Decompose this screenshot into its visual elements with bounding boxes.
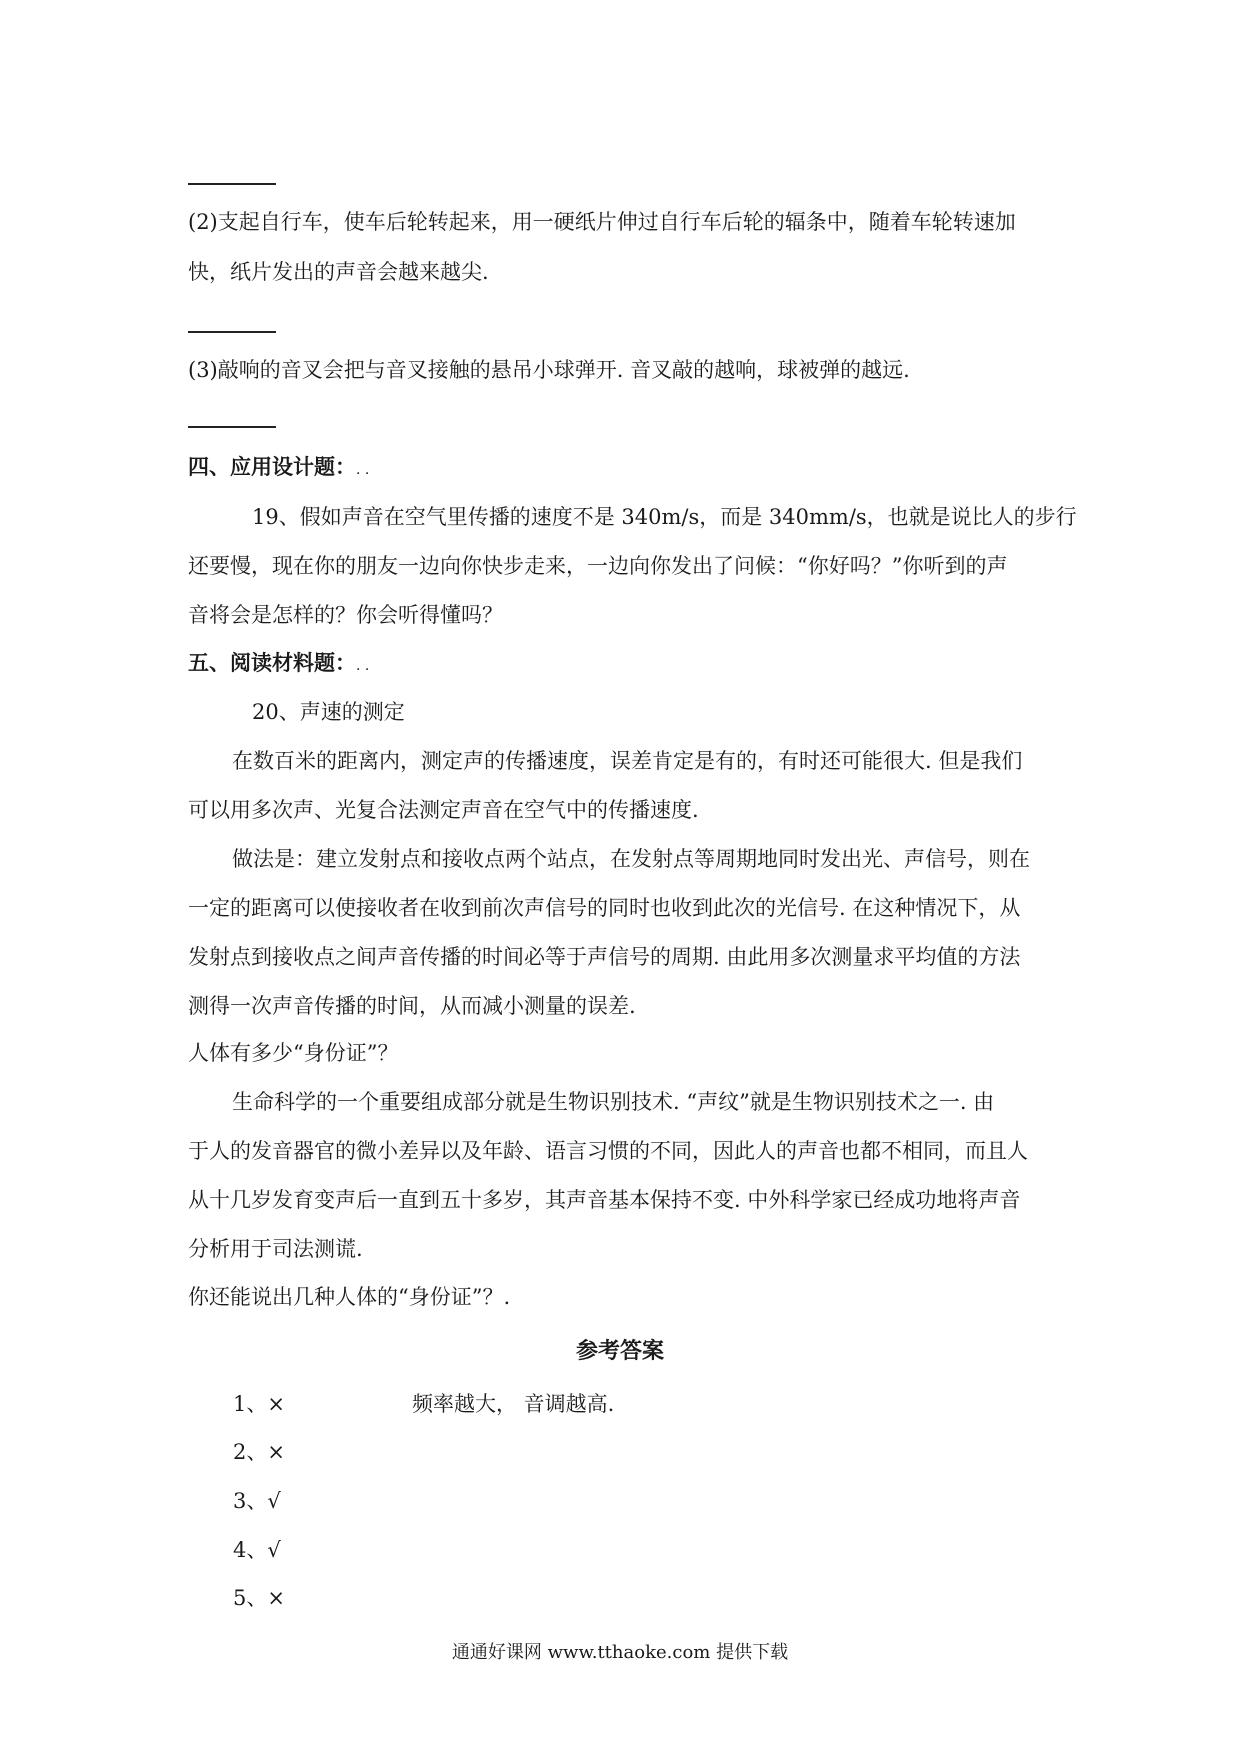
paragraph-3-line-3: 从十几岁发育变声后一直到五十多岁，其声音基本保持不变. 中外科学家已经成功地将声音 [188, 1188, 1021, 1212]
answers-title: 参考答案 [575, 1338, 664, 1364]
paragraph-1-line-2: 可以用多次声、光复合法测定声音在空气中的传播速度. [188, 798, 699, 822]
identity-subtitle: 人体有多少“身份证”？ [188, 1041, 399, 1065]
answer-blank-line-1 [188, 183, 276, 185]
section-4-heading-text: 四、应用设计题： [188, 454, 356, 479]
item-2-line-1: (2)支起自行车，使车后轮转起来，用一硬纸片伸过自行车后轮的辐条中，随着车轮转速加 [188, 210, 1016, 234]
answer-1-note: 频率越大， 音调越高. [412, 1392, 615, 1416]
question-20-title: 20、声速的测定 [252, 700, 405, 724]
page-footer: 通通好课网 www.tthaoke.com 提供下载 [451, 1642, 789, 1663]
answer-2-number: 2、× [233, 1440, 285, 1464]
section-5-heading [188, 648, 369, 681]
section-4-heading-dots: . . [356, 462, 370, 478]
item-2-line-2: 快，纸片发出的声音会越来越尖. [188, 260, 489, 284]
answer-blank-line-2 [188, 331, 276, 333]
question-19-line-1: 19、假如声音在空气里传播的速度不是 340m/s，而是 340mm/s，也就是说比人的步行 [252, 505, 1077, 529]
section-5-heading-text: 五、阅读材料题： [188, 650, 356, 675]
paragraph-3-line-1: 生命科学的一个重要组成部分就是生物识别技术. “声纹”就是生物识别技术之一. 由 [232, 1090, 995, 1114]
closing-question: 你还能说出几种人体的“身份证”？. [188, 1285, 511, 1309]
section-5-heading-dots: . . [356, 658, 370, 674]
paragraph-2-line-1: 做法是：建立发射点和接收点两个站点，在发射点等周期地同时发出光、声信号，则在 [232, 847, 1030, 871]
section-4-heading [188, 452, 369, 485]
answer-4-number: 4、√ [233, 1538, 281, 1562]
paragraph-2-line-3: 发射点到接收点之间声音传播的时间必等于声信号的周期. 由此用多次测量求平均值的方法 [188, 945, 1021, 969]
question-19-line-3: 音将会是怎样的？你会听得懂吗？ [188, 603, 503, 627]
paragraph-3-line-4: 分析用于司法测谎. [188, 1237, 363, 1261]
paragraph-2-line-2: 一定的距离可以使接收者在收到前次声信号的同时也收到此次的光信号. 在这种情况下，从 [188, 896, 1021, 920]
paragraph-3-line-2: 于人的发音器官的微小差异以及年龄、语言习惯的不同，因此人的声音也都不相同，而且人 [188, 1139, 1028, 1163]
answer-5-number: 5、× [233, 1586, 285, 1610]
paragraph-1-line-1: 在数百米的距离内，测定声的传播速度，误差肯定是有的，有时还可能很大. 但是我们 [232, 749, 1023, 773]
question-19-line-2: 还要慢，现在你的朋友一边向你快步走来，一边向你发出了问候：“你好吗？”你听到的声 [188, 554, 1008, 578]
paragraph-2-line-4: 测得一次声音传播的时间，从而减小测量的误差. [188, 994, 636, 1018]
answer-1-number: 1、× [233, 1392, 285, 1416]
answer-3-number: 3、√ [233, 1489, 281, 1513]
answer-blank-line-3 [188, 426, 276, 428]
item-3-line-1: (3)敲响的音叉会把与音叉接触的悬吊小球弹开. 音叉敲的越响，球被弹的越远. [188, 358, 910, 382]
